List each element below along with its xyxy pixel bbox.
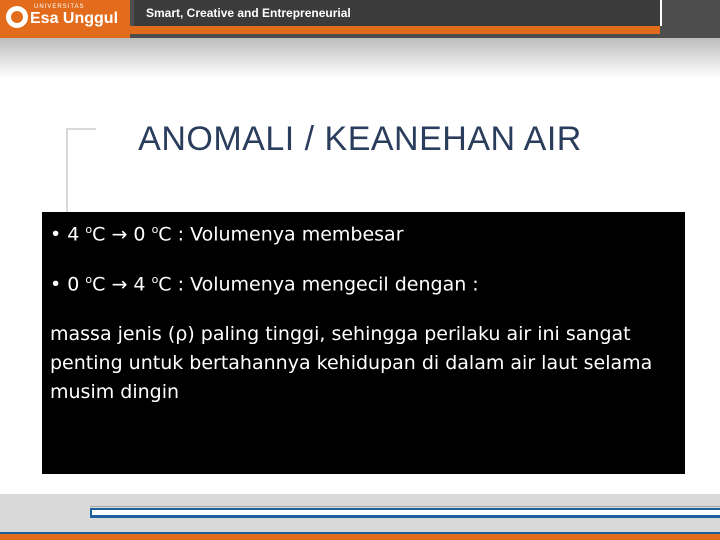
header-shadow: [0, 38, 720, 78]
university-logo[interactable]: [0, 0, 130, 38]
footer-white-stripe: [92, 510, 720, 515]
logo-small-text: UNIVERSITAS: [34, 4, 85, 10]
footer-bar: [0, 494, 720, 540]
header-inner-bar: [134, 0, 662, 26]
header-band: [130, 0, 720, 38]
header-accent-line: [130, 26, 660, 34]
body-paragraph: massa jenis (ρ) paling tinggi, sehingga perilaku air ini sangat penting untuk bertahannya kehidupan di dalam air laut selama musim dingin: [50, 323, 653, 403]
arrow-icon: →: [111, 273, 128, 296]
bullet-item: • 4 $^o$C → 0 $^o$C : Volumenya membesar: [50, 223, 404, 246]
tagline: Smart, Creative and Entrepreneurial: [146, 6, 351, 20]
footer-orange-band: [0, 534, 720, 540]
logo-emblem-icon: [6, 6, 28, 28]
slide-title: ANOMALI / KEANEHAN AIR: [138, 120, 582, 158]
footer-line: [90, 506, 720, 507]
content-box: [42, 212, 685, 474]
logo-text: Esa Unggul: [30, 10, 119, 27]
bullet-item: • 0 $^o$C → 4 $^o$C : Volumenya mengecil dengan :: [50, 273, 479, 296]
header-bar: [0, 0, 720, 38]
arrow-icon: →: [111, 223, 128, 246]
